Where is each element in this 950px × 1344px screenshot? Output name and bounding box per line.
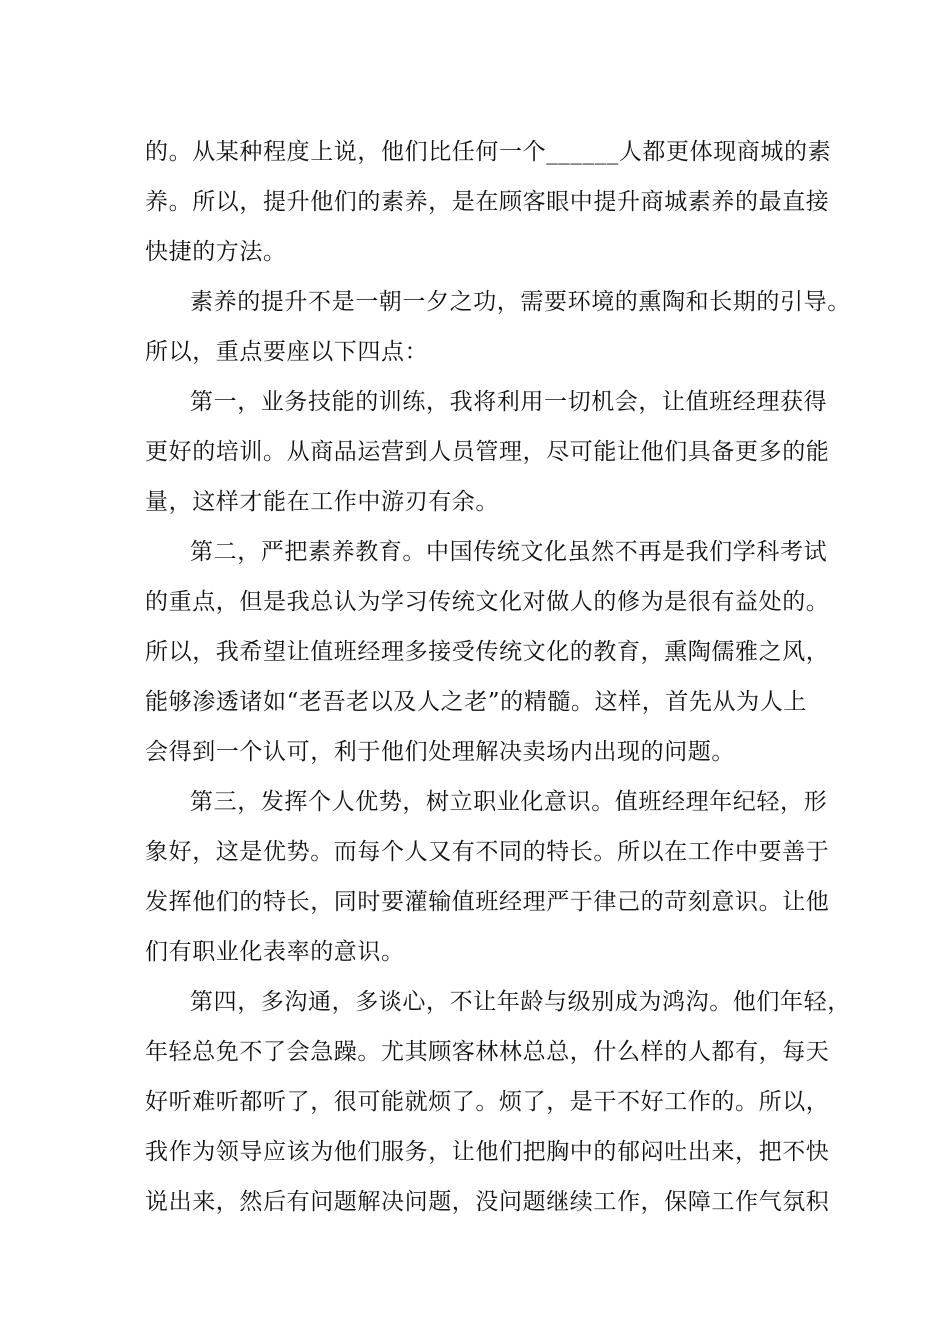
paragraph-first-line: 第一，业务技能的训练，我将利用一切机会，让值班经理获得	[190, 389, 828, 415]
paragraph-first-line: 第二，严把素养教育。中国传统文化虽然不再是我们学科考试	[190, 539, 828, 565]
text-line: 发挥他们的特长，同时要灌输值班经理严于律己的苛刻意识。让他	[145, 889, 830, 915]
text-line: 会得到一个认可，利于他们处理解决卖场内出现的问题。	[145, 739, 735, 765]
text-line: 说出来，然后有问题解决问题，没问题继续工作，保障工作气氛积	[145, 1189, 830, 1215]
text-line: 们有职业化表率的意识。	[145, 939, 405, 965]
text-line: 更好的培训。从商品运营到人员管理，尽可能让他们具备更多的能	[145, 439, 830, 465]
text-line: 年轻总免不了会急躁。尤其顾客林林总总，什么样的人都有，每天	[145, 1039, 830, 1065]
text-line: 能够渗透诸如“老吾老以及人之老”的精髓。这样，首先从为人上	[145, 689, 807, 715]
text-line: 快捷的方法。	[145, 239, 287, 265]
text-line: 所以，我希望让值班经理多接受传统文化的教育，熏陶儒雅之风，	[145, 639, 830, 665]
text-line: 的重点，但是我总认为学习传统文化对做人的修为是很有益处的。	[145, 589, 830, 615]
text-line: 我作为领导应该为他们服务，让他们把胸中的郁闷吐出来，把不快	[145, 1139, 830, 1165]
text-line: 养。所以，提升他们的素养，是在顾客眼中提升商城素养的最直接	[145, 189, 830, 215]
text-line: 好听难听都听了，很可能就烦了。烦了，是干不好工作的。所以，	[145, 1089, 830, 1115]
text-line: 象好，这是优势。而每个人又有不同的特长。所以在工作中要善于	[145, 839, 830, 865]
text-line: 的。从某种程度上说，他们比任何一个______人都更体现商城的素	[145, 139, 832, 165]
paragraph-first-line: 素养的提升不是一朝一夕之功，需要环境的熏陶和长期的引导。	[190, 289, 851, 315]
text-line: 量，这样才能在工作中游刃有余。	[145, 489, 499, 515]
paragraph-first-line: 第三，发挥个人优势，树立职业化意识。值班经理年纪轻，形	[190, 789, 828, 815]
paragraph-first-line: 第四，多沟通，多谈心，不让年龄与级别成为鸿沟。他们年轻，	[190, 989, 851, 1015]
text-line: 所以，重点要座以下四点：	[145, 339, 429, 365]
